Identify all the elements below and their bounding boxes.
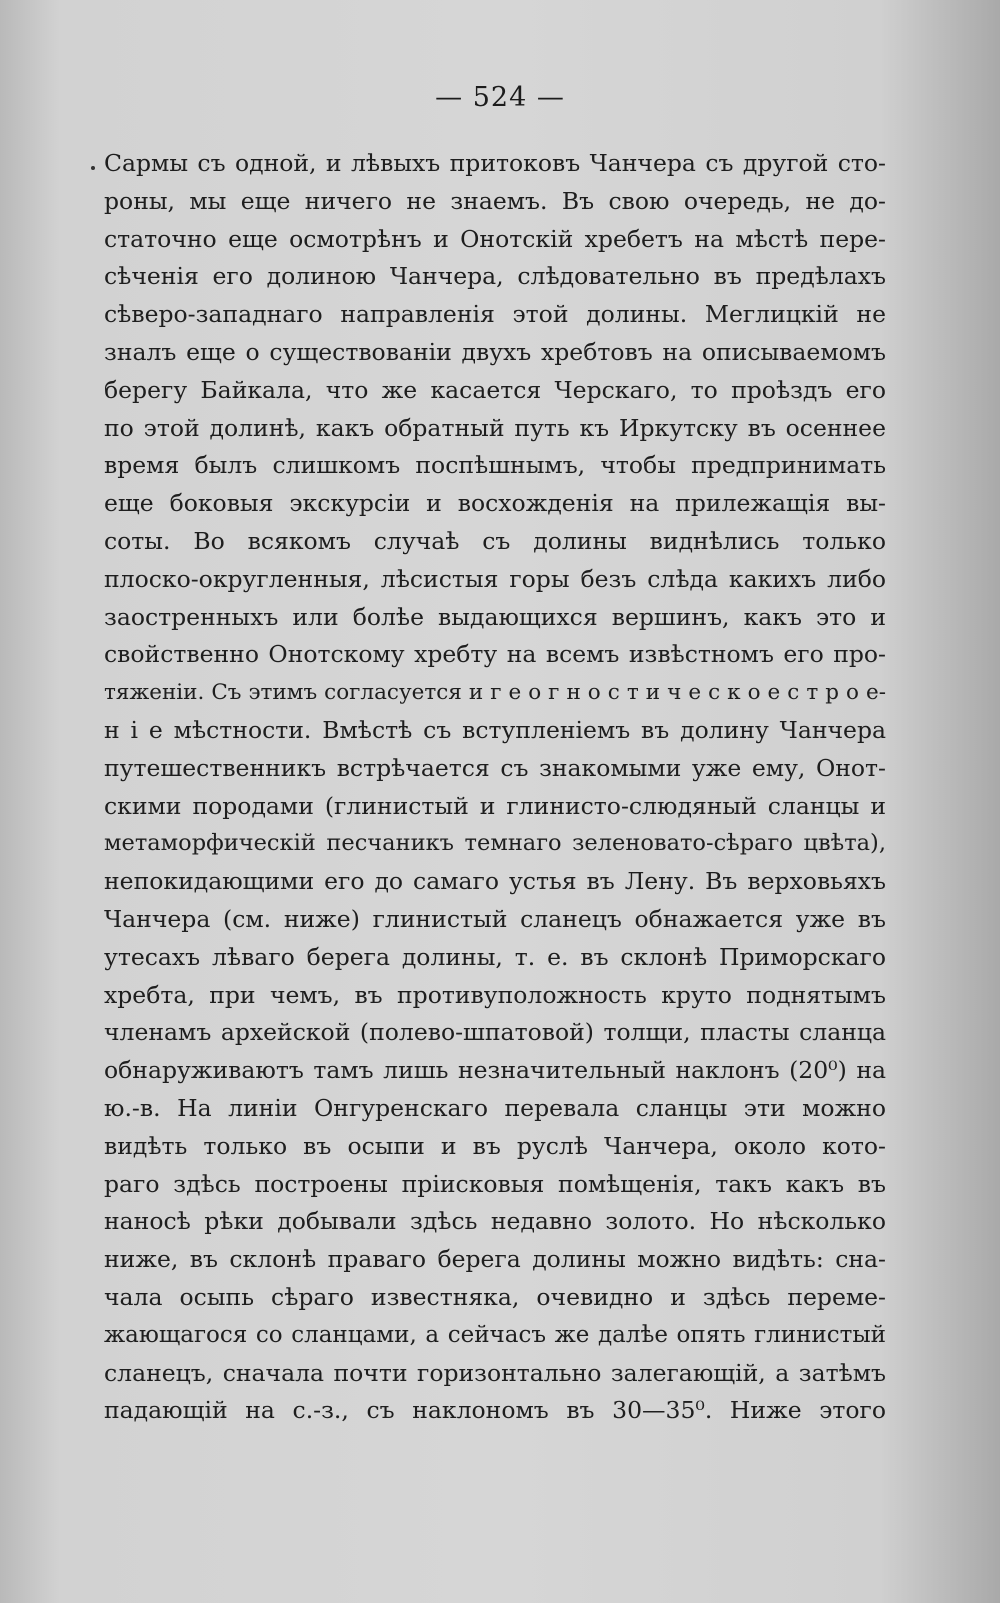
text-line: статочно еще осмотрѣнъ и Онотскій хребетъ на мѣстѣ пере- <box>104 224 886 253</box>
text-line: Чанчера (см. ниже) глинистый сланецъ обнажается уже въ <box>104 904 886 933</box>
text-line: падающій на с.-з., съ наклономъ въ 30—35⁰. Ниже этого <box>104 1396 886 1425</box>
text-line: чала осыпь сѣраго известняка, очевидно и здѣсь переме- <box>104 1282 886 1311</box>
text-line: видѣть только въ осыпи и въ руслѣ Чанчера, около кото- <box>104 1131 886 1160</box>
text-line: зналъ еще о существованіи двухъ хребтовъ на описываемомъ <box>104 337 886 366</box>
text-line: ниже, въ склонѣ праваго берега долины можно видѣть: сна- <box>104 1245 886 1274</box>
text-line: обнаруживаютъ тамъ лишь незначительный наклонъ (20⁰) на <box>104 1056 886 1085</box>
text-line: метаморфическій песчаникъ темнаго зеленовато-сѣраго цвѣта), <box>104 830 886 857</box>
text-line: жающагося со сланцами, а сейчасъ же далѣе опять глинистый <box>104 1321 886 1348</box>
text-line: время былъ слишкомъ поспѣшнымъ, чтобы предпринимать <box>104 451 886 480</box>
text-line: сланецъ, сначала почти горизонтально залегающій, а затѣмъ <box>104 1358 886 1387</box>
text-line: утесахъ лѣваго берега долины, т. е. въ склонѣ Приморскаго <box>104 942 886 971</box>
page-number: — 524 — <box>435 82 565 113</box>
text-line: еще боковыя экскурсіи и восхожденія на прилежащія вы- <box>104 489 886 518</box>
text-line: наносѣ рѣки добывали здѣсь недавно золото. Но нѣсколько <box>104 1207 886 1236</box>
text-line: Сармы съ одной, и лѣвыхъ притоковъ Чанчера съ другой сто- <box>104 149 886 177</box>
text-line: по этой долинѣ, какъ обратный путь къ Иркутску въ осеннее <box>104 413 886 442</box>
text-line: сѣченія его долиною Чанчера, слѣдовательно въ предѣлахъ <box>104 262 886 291</box>
text-line: путешественникъ встрѣчается съ знакомыми уже ему, Онот- <box>104 753 886 782</box>
text-line: соты. Во всякомъ случаѣ съ долины виднѣлись только <box>104 526 886 555</box>
text-line: заостренныхъ или болѣе выдающихся вершинъ, какъ это и <box>104 602 886 631</box>
text-line: скими породами (глинистый и глинисто-слюдяный сланцы и <box>104 791 886 820</box>
text-line: н і е мѣстности. Вмѣстѣ съ вступленіемъ въ долину Чанчера <box>104 715 886 744</box>
margin-mark <box>91 166 95 170</box>
text-line: сѣверо-западнаго направленія этой долины. Меглицкій не <box>104 300 886 329</box>
text-line: ю.-в. На линіи Онгуренскаго перевала сланцы эти можно <box>104 1093 886 1122</box>
text-line: плоско-округленныя, лѣсистыя горы безъ слѣда какихъ либо <box>104 564 886 593</box>
text-line: берегу Байкала, что же касается Черскаго, то проѣздъ его <box>104 375 886 404</box>
text-line: непокидающими его до самаго устья въ Лену. Въ верховьяхъ <box>104 867 886 896</box>
text-line: тяженіи. Съ этимъ согласуется и г е о г н о с т и ч е с к о е с т р о е- <box>104 680 886 706</box>
text-line: свойственно Онотскому хребту на всемъ извѣстномъ его про- <box>104 640 886 669</box>
text-line: раго здѣсь построены пріисковыя помѣщенія, такъ какъ въ <box>104 1169 886 1198</box>
text-line: хребта, при чемъ, въ противуположность круто поднятымъ <box>104 980 886 1009</box>
text-line: роны, мы еще ничего не знаемъ. Въ свою очередь, не до- <box>104 186 886 215</box>
body-text <box>104 145 886 1430</box>
text-line: членамъ архейской (полево-шпатовой) толщи, пласты сланца <box>104 1018 886 1047</box>
